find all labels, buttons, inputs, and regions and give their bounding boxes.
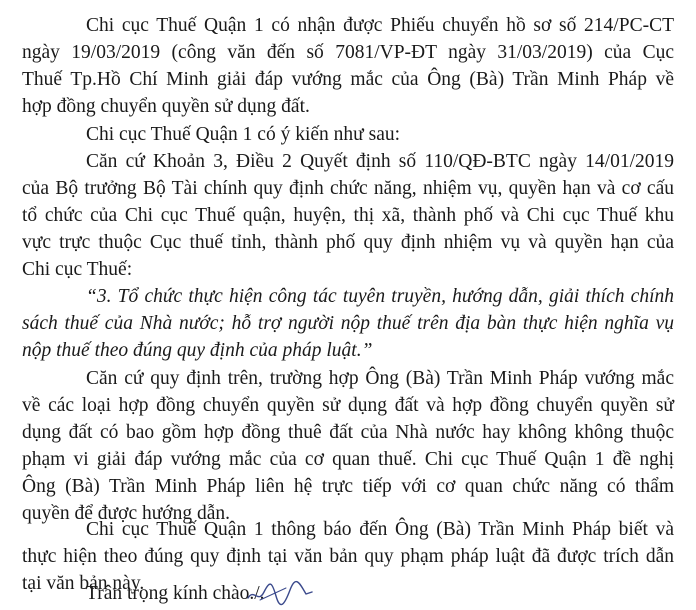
paragraph-5-line-6: quyền để được hướng dẫn. [22, 503, 231, 524]
paragraph-5-line-1: Căn cứ quy định trên, trường hợp Ông (Bà) Trần Minh Pháp vướng mắc [86, 368, 674, 389]
paragraph-1-line-1: Chi cục Thuế Quận 1 có nhận được Phiếu chuyển hồ sơ số 214/PC-CT [86, 15, 674, 36]
paragraph-5-line-2: về các loại hợp đồng chuyển quyền sử dụng đất và hợp đồng chuyển quyền sử [22, 395, 674, 416]
paragraph-1-line-4: hợp đồng chuyển quyền sử dụng đất. [22, 96, 310, 117]
paragraph-3-line-2: của Bộ trưởng Bộ Tài chính quy định chức năng, nhiệm vụ, quyền hạn và cơ cấu [22, 178, 674, 199]
quote-line-3: nộp thuế theo đúng quy định của pháp luật.” [22, 340, 373, 361]
paragraph-5-line-5: Ông (Bà) Trần Minh Pháp liên hệ trực tiếp với cơ quan chức năng có thẩm [22, 476, 674, 497]
paragraph-3-line-4: vực trực thuộc Cục thuế tỉnh, thành phố quy định nhiệm vụ và quyền hạn của [22, 232, 674, 253]
quote-line-2: sách thuế của Nhà nước; hỗ trợ người nộp thuế trên địa bàn thực hiện nghĩa vụ [22, 313, 674, 334]
paragraph-6-line-1: Chi cục Thuế Quận 1 thông báo đến Ông (Bà) Trần Minh Pháp biết và [86, 519, 674, 540]
paragraph-3-line-5: Chi cục Thuế: [22, 259, 133, 280]
signature-mark [246, 578, 314, 610]
quote-line-1: “3. Tổ chức thực hiện công tác tuyên truyền, hướng dẫn, giải thích chính [86, 286, 674, 307]
paragraph-6-line-3: tại văn bản này. [22, 573, 145, 594]
paragraph-5-line-4: phạm vi giải đáp vướng mắc của cơ quan thuế. Chi cục Thuế Quận 1 đề nghị [22, 449, 674, 470]
paragraph-3-line-3: tổ chức của Chi cục Thuế quận, huyện, thị xã, thành phố và Chi cục Thuế khu [22, 205, 674, 226]
paragraph-1-line-3: Thuế Tp.Hồ Chí Minh giải đáp vướng mắc của Ông (Bà) Trần Minh Pháp về [22, 69, 674, 90]
paragraph-3-line-1: Căn cứ Khoản 3, Điều 2 Quyết định số 110/QĐ-BTC ngày 14/01/2019 [86, 151, 674, 172]
closing-text: Trân trọng kính chào./. [86, 583, 265, 604]
paragraph-6-line-2: thực hiện theo đúng quy định tại văn bản quy phạm pháp luật đã được trích dẫn [22, 546, 674, 567]
paragraph-2-line-1: Chi cục Thuế Quận 1 có ý kiến như sau: [86, 124, 401, 145]
paragraph-1-line-2: ngày 19/03/2019 (công văn đến số 7081/VP-ĐT ngày 31/03/2019) của Cục [22, 42, 674, 63]
paragraph-5-line-3: dụng đất có bao gồm hợp đồng thuê đất của Nhà nước hay không không thuộc [22, 422, 674, 443]
